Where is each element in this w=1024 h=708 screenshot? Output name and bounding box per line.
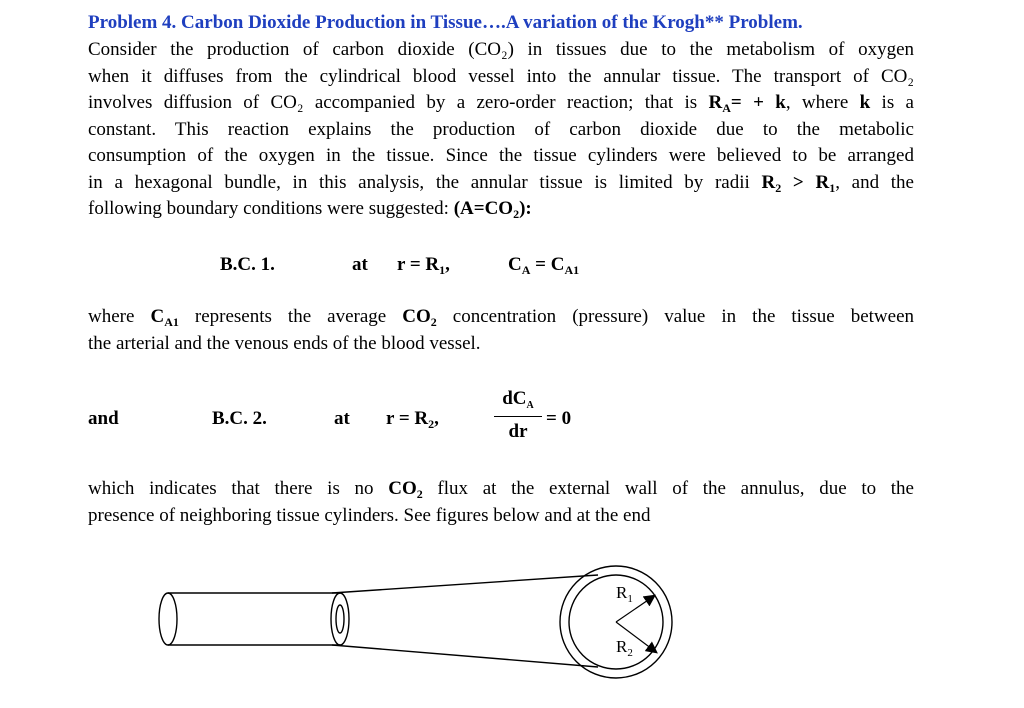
intro-line: Consider the production of carbon dioxide (CO₂) in tissues due to the metabolism of oxygen xyxy=(88,39,914,60)
where-line: the arterial and the venous ends of the blood vessel. xyxy=(88,332,481,354)
r1-label: $R_1$ xyxy=(616,583,633,605)
bc2-radius: $r = R_2$, xyxy=(386,408,439,431)
intro-line: when it diffuses from the cylindrical blood vessel into the annular tissue. The transport of CO₂ xyxy=(88,65,914,87)
r2-label: $R_2$ xyxy=(616,637,633,659)
intro-line: in a hexagonal bundle, in this analysis, the annular tissue is limited by radii $R_2 > R_1$, and the xyxy=(88,171,914,195)
where-line: where $C_{A1}$ represents the average $CO_2$ concentration (pressure) value in the tissue between xyxy=(88,306,915,329)
bc2-at: at xyxy=(334,408,350,429)
bc1-at: at xyxy=(352,254,368,275)
bc2-rhs: = 0 xyxy=(546,408,572,429)
bc1-label: B.C. 1. xyxy=(220,254,275,275)
problem-title: Problem 4. Carbon Dioxide Production in Tissue….A variation of the Krogh** Problem. xyxy=(88,12,803,33)
bc2-label: B.C. 2. xyxy=(212,408,267,429)
flux-line: which indicates that there is no $CO_2$ flux at the external wall of the annulus, due to the xyxy=(88,478,914,501)
bc2-and: and xyxy=(88,408,119,429)
intro-line: involves diffusion of CO₂ accompanied by a zero-order reaction; that is $R_A= + k$, where k is a xyxy=(88,92,914,115)
intro-line: constant. This reaction explains the production of carbon dioxide due to the metabolic xyxy=(88,118,914,140)
projection-lines xyxy=(332,575,598,667)
blood-vessel-cylinder xyxy=(159,593,349,645)
derivative-denominator: dr xyxy=(508,421,528,442)
intro-line: following boundary conditions were suggested: $(A=CO_2)$: xyxy=(88,198,532,221)
bc1-condition: $C_A = C_{A1}$ xyxy=(508,254,580,277)
intro-line: consumption of the oxygen in the tissue. Since the tissue cylinders were believed to be arranged xyxy=(88,145,914,166)
flux-line: presence of neighboring tissue cylinders. See figures below and at the end xyxy=(88,504,651,526)
derivative-numerator: $dC_A$ xyxy=(502,388,534,411)
bc1-radius: $r = R_1$, xyxy=(397,254,450,277)
